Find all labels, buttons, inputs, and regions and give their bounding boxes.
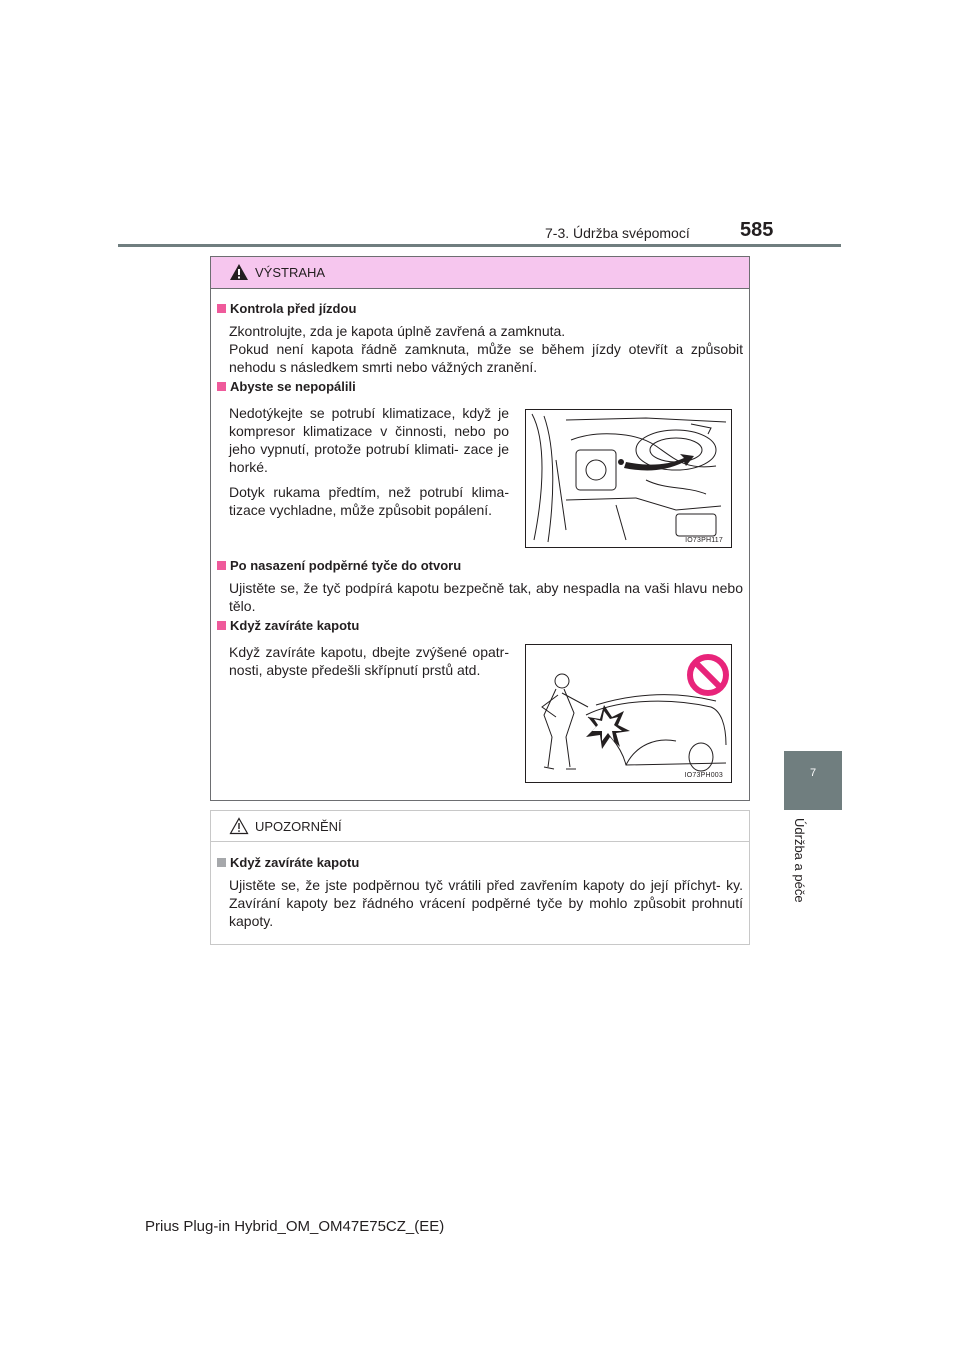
square-bullet-icon [217,304,226,313]
engine-compartment-figure [525,409,732,548]
square-bullet-icon [217,561,226,570]
chapter-label: Údržba a péče [792,818,807,903]
caution-triangle-icon [229,817,249,835]
chapter-number: 7 [809,767,817,779]
warning-item-text: Zkontrolujte, zda je kapota úplně zavřená a zamknuta. [229,323,566,339]
caution-header [211,811,749,842]
warning-title: VÝSTRAHA [255,265,326,280]
caution-box [210,810,750,945]
square-bullet-icon [217,858,226,867]
caution-item-title: Když zavíráte kapotu [217,855,359,870]
warning-header [211,257,749,289]
figure-code: IO73PH003 [684,772,723,779]
square-bullet-icon [217,621,226,630]
caution-item-text: Ujistěte se, že jste podpěrnou tyč vrátili před zavřením kapoty do její příchyt- ky. Zavírání kapoty bez řádného vrácení podpěrné tyče by mohlo způsobit prohnutí kapoty. [229,877,743,929]
warning-item-text: Nedotýkejte se potrubí klimatizace, když je kompresor klimatizace v činnosti, nebo po jeho vypnutí, protože potrubí klimati- zace je horké. [229,405,509,475]
page-number: 585 [740,219,774,241]
footer-manual-id: Prius Plug-in Hybrid_OM_OM47E75CZ_(EE) [145,1218,445,1235]
figure-code: IO73PH117 [685,537,723,544]
header-divider [118,244,841,247]
warning-item-text: Pokud není kapota řádně zamknuta, může se během jízdy otevřít a způsobit nehodu s následkem smrti nebo vážných zranění. [229,341,743,375]
warning-item-title: Když zavíráte kapotu [217,618,359,633]
warning-box [210,256,750,801]
caution-title: UPOZORNĚNÍ [255,819,342,834]
chapter-tab [784,751,842,810]
warning-item-text: Když zavíráte kapotu, dbejte zvýšené opatr- nosti, abyste předešli skřípnutí prstů atd. [229,644,509,678]
warning-triangle-icon [229,263,249,281]
warning-item-text: Ujistěte se, že tyč podpírá kapotu bezpečně tak, aby nespadla na vaši hlavu nebo tělo. [229,580,743,614]
square-bullet-icon [217,382,226,391]
section-title: 7-3. Údržba svépomocí [545,225,690,241]
warning-item-title: Abyste se nepopálili [217,379,356,394]
warning-item-title: Kontrola před jízdou [217,301,356,316]
engine-ac-pipe-illustration [526,410,731,547]
closing-hood-figure [525,644,732,783]
prohibition-icon [690,657,726,693]
closing-hood-illustration [526,645,731,782]
warning-item-text: Dotyk rukama předtím, než potrubí klima- tizace vychladne, může způsobit popálení. [229,484,509,518]
warning-item-title: Po nasazení podpěrné tyče do otvoru [217,558,461,573]
